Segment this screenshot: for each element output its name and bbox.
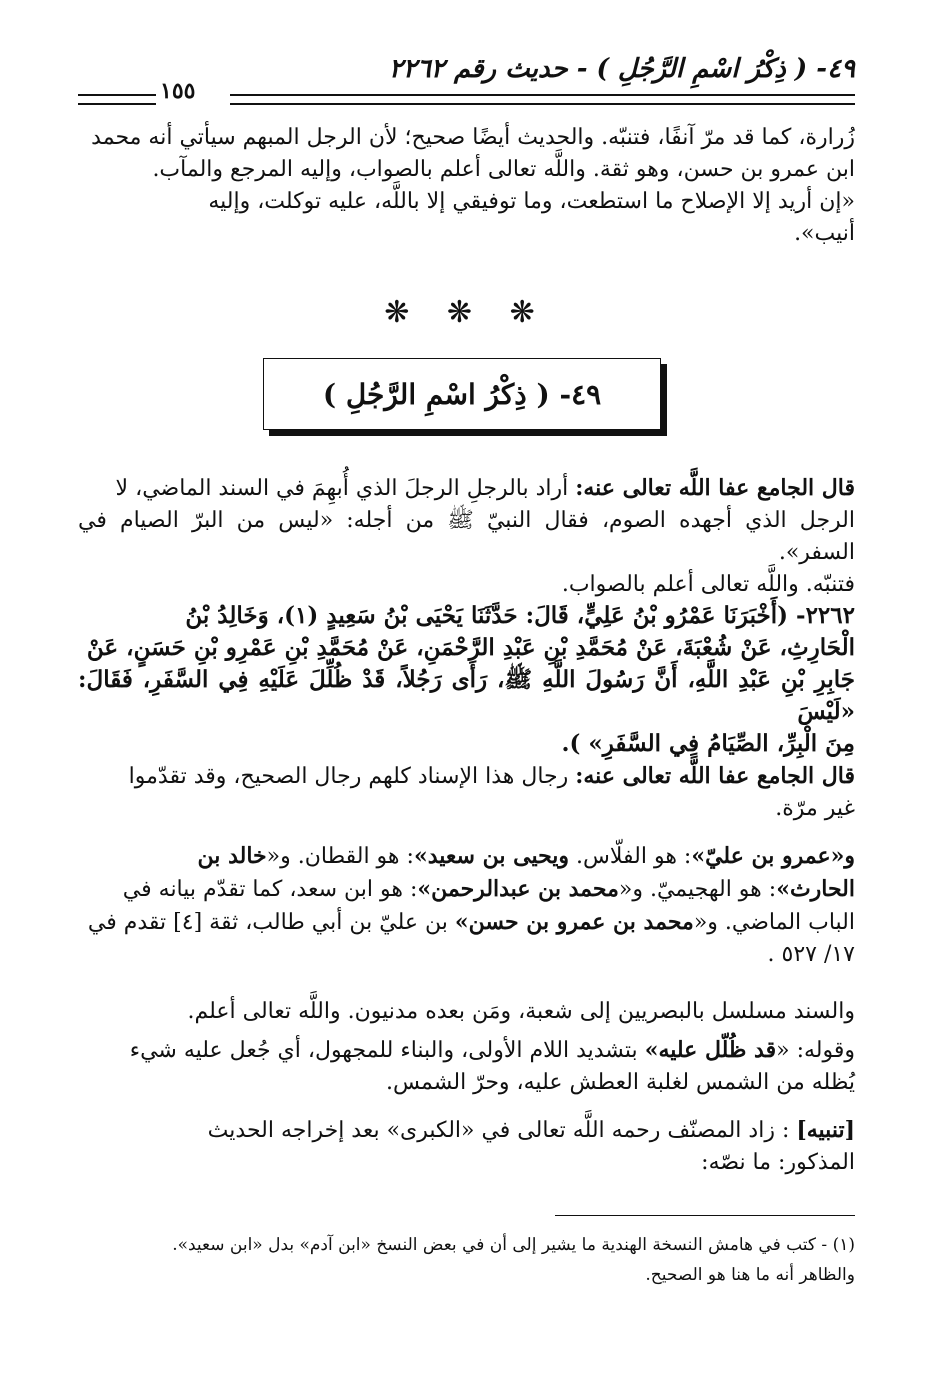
hadith-line: ٢٢٦٢- (أَخْبَرَنَا عَمْرُو بْنُ عَلِيٍّ، قَالَ: حَدَّثَنَا يَحْيَى بْنُ سَعِيدٍ (١)، وَخَالِدُ بْنُ [185,602,855,629]
paragraph-line: غير مرّة. [775,796,855,821]
narrators-paragraph [78,840,855,971]
paragraph-line [78,906,855,939]
page-number: ١٥٥ [160,78,196,104]
running-title: ٤٩- ( ذِكْرُ اسْمِ الرَّجُلِ ) - حديث رقم ٢٢٦٢ [388,54,855,84]
intro-line: زُرارة، كما قد مرّ آنفًا، فتنبّه. والحديث أيضًا صحيح؛ لأن الرجل المبهم سيأتي أنه محمد [91,125,855,150]
running-header [78,54,855,102]
paragraph-line: ١٧/ ٥٢٧ . [767,942,855,967]
hadith-line: الْحَارِثِ، عَنْ شُعْبَةَ، عَنْ مُحَمَّدِ بْنِ عَبْدِ الرَّحْمَنِ، عَنْ مُحَمَّدِ بْنِ عَمْرِو بْنِ حَسَنٍ، عَنْ [86,634,855,661]
paragraph-text: بتشديد اللام الأولى، والبناء للمجهول، أي جُعل عليه شيء [129,1038,645,1063]
paragraph-text: : هو القطان. و« [266,844,414,869]
paragraph-line: المذكور: ما نصّه: [701,1150,855,1175]
author-lead: قال الجامع عفا اللَّه تعالى عنه: [575,475,855,501]
paragraph-text: وقوله: « [776,1038,855,1063]
quoted-phrase: قد ظُلّل عليه» [644,1037,777,1063]
chain-paragraph [78,996,855,1028]
paragraph-line [78,472,855,505]
narrator-name: محمد بن عبدالرحمن» [417,876,619,902]
intro-line: ابن عمرو بن حسن، وهو ثقة. واللَّه تعالى أعلم بالصواب، وإليه المرجع والمآب. [152,157,855,182]
paragraph-line: فتنبّه. واللَّه تعالى أعلم بالصواب. [561,572,855,597]
paragraph-line: والسند مسلسل بالبصريين إلى شعبة، ومَن بعده مدنيون. واللَّه تعالى أعلم. [187,999,855,1024]
paragraph-text: : هو ابن سعد، كما تقدّم بيانه في [122,877,418,902]
page-number-rule [78,94,156,105]
paragraph-text: : هو الهجيميّ. و« [618,877,777,902]
paragraph-text: : هو الفلّاس. [569,844,692,869]
section-separator: ❋ ❋ ❋ [384,295,549,330]
paragraph-text: بن عليّ بن أبي طالب، ثقة [٤] تقدم في [87,910,455,935]
paragraph-text: رجال هذا الإسناد كلهم رجال الصحيح، وقد تقدّموا [128,764,576,789]
wording-paragraph [78,1034,855,1099]
chapter-heading-box [263,358,661,430]
book-page [78,40,855,1340]
paragraph-line: يُظله من الشمس لغلبة العطش عليه، وحرّ الشمس. [385,1070,855,1095]
hadith-line: جَابِرِ بْنِ عَبْدِ اللَّهِ، أَنَّ رَسُولَ اللَّهِ ﷺ، رَأَى رَجُلاً، قَدْ ظُلِّلَ عَلَيْهِ فِي السَّفَرِ، فَقَالَ: «لَيْسَ [78,666,855,725]
chapter-title: ٤٩- ( ذِكْرُ اسْمِ الرَّجُلِ ) [322,377,602,411]
narrator-name: خالد بن [197,843,267,869]
isnad-paragraph [78,760,855,825]
narrator-name: الحارث» [776,876,855,902]
commentary-paragraph [78,472,855,601]
paragraph-line [78,760,855,793]
narrator-name: ويحيى بن سعيد» [413,843,570,869]
paragraph-line [78,840,855,873]
paragraph-text: الباب الماضي. و« [693,910,855,935]
paragraph-text: أراد بالرجلِ الرجلَ الذي أُبهِمَ في السند الماضي، لا [115,476,576,501]
intro-line: «إن أريد إلا الإصلاح ما استطعت، وما توفيقي إلا باللَّه، عليه توكلت، وإليه [208,189,855,214]
note-paragraph [78,1114,855,1179]
hadith-text [78,600,855,760]
paragraph-line: الرجل الذي أجهده الصوم، فقال النبيّ ﷺ من أجله: «ليس من البرّ الصيام في السفر». [78,508,855,565]
paragraph-line [78,1114,855,1147]
note-label: [تنبيه] [796,1117,855,1143]
footnote-divider [555,1215,855,1216]
hadith-line: مِنَ الْبِرِّ، الصِّيَامُ فِي السَّفَرِ» ). [561,730,855,757]
paragraph-line [78,1034,855,1067]
narrator-name: محمد بن عمرو بن حسن» [454,909,694,935]
paragraph-line [78,873,855,906]
author-lead: قال الجامع عفا اللَّه تعالى عنه: [575,763,855,789]
paragraph-text: : زاد المصنّف رحمه اللَّه تعالى في «الكبرى» بعد إخراجه الحديث [207,1118,797,1143]
narrator-name: و«عمرو بن عليّ» [691,843,855,869]
footnote-line: (١) - كتب في هامش النسخة الهندية ما يشير إلى أن في بعض النسخ «ابن آدم» بدل «ابن سعيد». [172,1235,855,1255]
intro-paragraph [78,122,855,250]
intro-line: أنيب». [794,221,855,246]
footnotes [78,1230,855,1290]
header-double-rule [230,94,855,105]
footnote-line: والظاهر أنه ما هنا هو الصحيح. [645,1265,855,1285]
